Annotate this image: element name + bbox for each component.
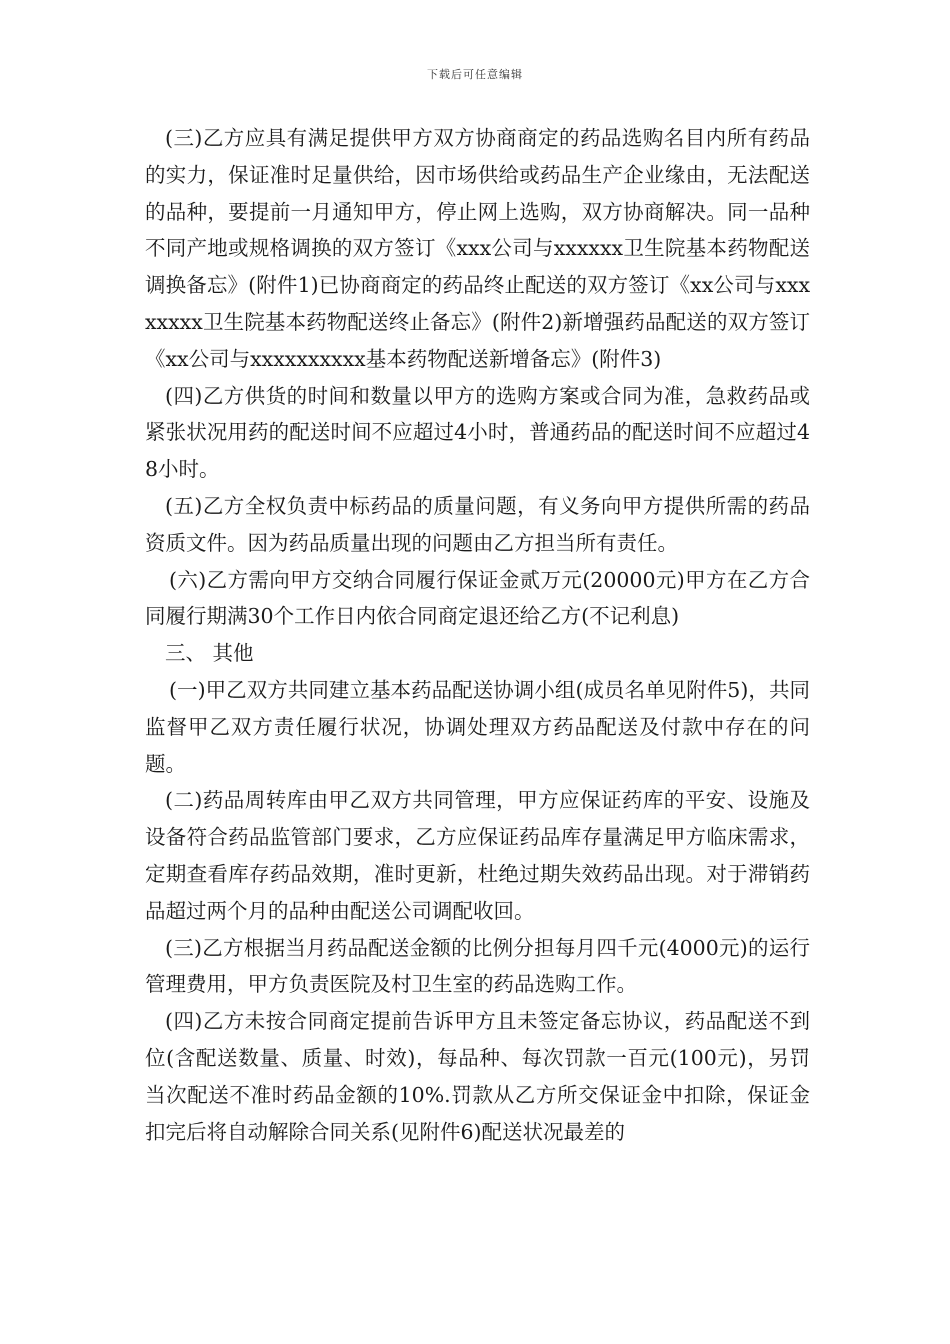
document-body [145,120,810,1150]
paragraph-performance-bond: (六)乙方需向甲方交纳合同履行保证金贰万元(20000元)甲方在乙方合同履行期满30个工作日内依合同商定退还给乙方(不记利息) [145,567,810,629]
paragraph-delivery-time: (四)乙方供货的时间和数量以甲方的选购方案或合同为准，急救药品或紧张状况用药的配送时间不应超过4小时，普通药品的配送时间不应超过48小时。 [145,383,810,482]
header-note: 下载后可任意编辑 [427,68,523,81]
paragraph-coordination-group: (一)甲乙双方共同建立基本药品配送协调小组(成员名单见附件5)，共同监督甲乙双方责任履行状况，协调处理双方药品配送及付款中存在的问题。 [145,677,810,776]
paragraph-warehouse-management: (二)药品周转库由甲乙双方共同管理，甲方应保证药库的平安、设施及设备符合药品监管部门要求，乙方应保证药品库存量满足甲方临床需求，定期查看库存药品效期，准时更新，杜绝过期失效药品出现。对于滞销药品超过两个月的品种由配送公司调配收回。 [145,788,810,923]
paragraph-penalty: (四)乙方未按合同商定提前告诉甲方且未签定备忘协议，药品配送不到位(含配送数量、质量、时效)，每品种、每次罚款一百元(100元)，另罚当次配送不准时药品金额的10%.罚款从乙方所交保证金中扣除，保证金扣完后将自动解除合同关系(见附件6)配送状况最差的 [145,1009,810,1144]
paragraph-management-fee: (三)乙方根据当月药品配送金额的比例分担每月四千元(4000元)的运行管理费用，甲方负责医院及村卫生室的药品选购工作。 [145,935,810,997]
paragraph-quality-responsibility: (五)乙方全权负责中标药品的质量问题，有义务向甲方提供所需的药品资质文件。因为药品质量出现的问题由乙方担当所有责任。 [145,493,810,555]
section-heading-other: 三、 其他 [165,641,254,666]
paragraph-supply-capability: (三)乙方应具有满足提供甲方双方协商商定的药品选购名目内所有药品的实力，保证准时足量供给，因市场供给或药品生产企业缘由，无法配送的品种，要提前一月通知甲方，停止网上选购，双方协商解决。同一品种不同产地或规格调换的双方签订《xxx公司与xxxxxx卫生院基本药物配送调换备忘》(附件1)已协商商定的药品终止配送的双方签订《xx公司与xxxxxxxx卫生院基本药物配送终止备忘》(附件2)新增强药品配送的双方签订《xx公司与xxxxxxxxxx基本药物配送新增备忘》(附件3) [145,126,810,371]
